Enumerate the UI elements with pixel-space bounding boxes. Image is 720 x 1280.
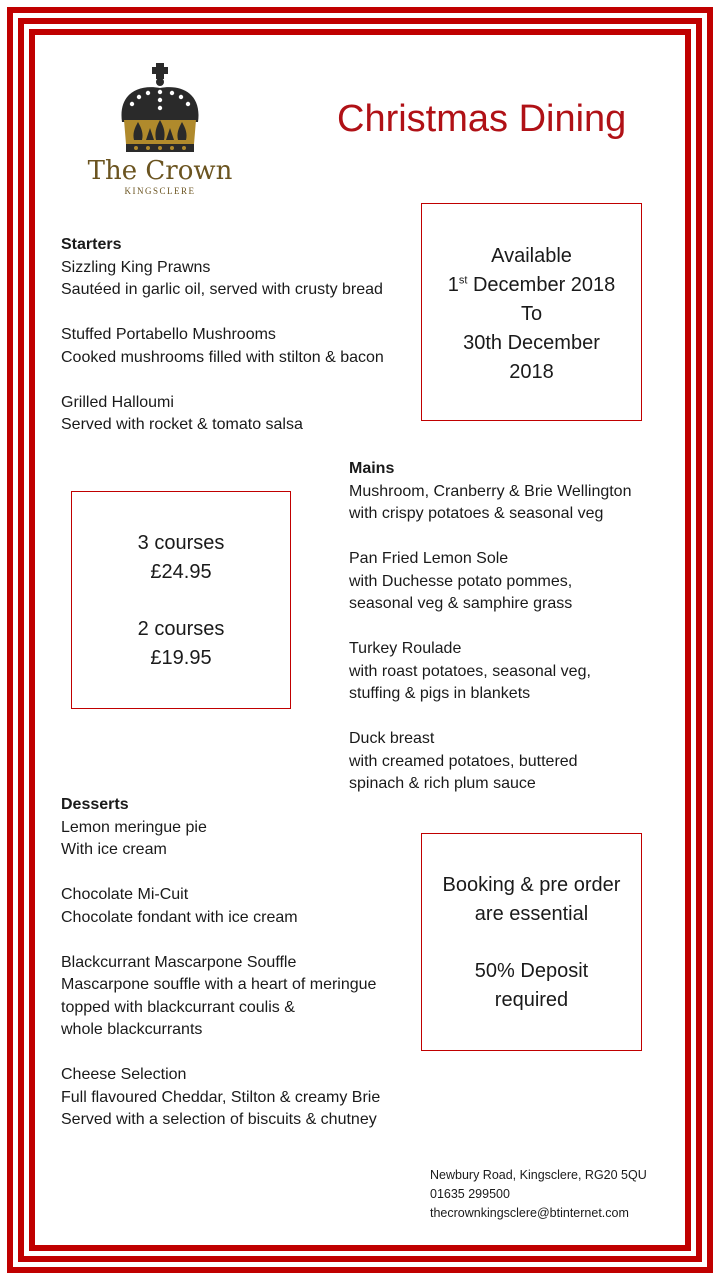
- phone-number: 01635 299500: [430, 1187, 510, 1201]
- start-day-suffix: st: [458, 274, 468, 287]
- item-description: Chocolate fondant with ice cream: [61, 908, 298, 926]
- item-description: with Duchesse potato pommes,: [349, 572, 573, 590]
- menu-item: [349, 728, 669, 796]
- availability-to: To: [520, 303, 543, 325]
- logo-subtitle: KINGSCLERE: [124, 186, 196, 196]
- menu-item: [61, 392, 421, 437]
- email-address: thecrownkingsclere@btinternet.com: [430, 1206, 629, 1220]
- item-name: Duck breast: [349, 730, 435, 747]
- booking-box: [421, 833, 642, 1051]
- booking-line-2: are essential: [474, 903, 589, 925]
- crown-icon: [112, 60, 208, 156]
- item-name: Stuffed Portabello Mushrooms: [61, 326, 276, 343]
- menu-item: [349, 481, 669, 526]
- mains-heading: Mains: [349, 460, 395, 477]
- item-description: with roast potatoes, seasonal veg,: [349, 662, 591, 680]
- availability-start: [422, 271, 641, 300]
- availability-box: [421, 203, 642, 421]
- item-name: Pan Fried Lemon Sole: [349, 550, 509, 567]
- contact-footer: [430, 1166, 647, 1223]
- address: Newbury Road, Kingsclere, RG20 5QU: [430, 1168, 647, 1182]
- menu-item: [349, 548, 669, 616]
- item-name: Grilled Halloumi: [61, 393, 174, 411]
- two-course-price: £19.95: [150, 647, 212, 669]
- item-name: Turkey Roulade: [349, 640, 462, 657]
- item-name: Mushroom, Cranberry & Brie Wellington: [349, 482, 632, 500]
- availability-label: Available: [491, 245, 572, 267]
- item-description: seasonal veg & samphire grass: [349, 595, 573, 612]
- item-name: Sizzling King Prawns: [61, 258, 211, 276]
- deposit-line-2: required: [494, 989, 569, 1011]
- mains-section: [349, 458, 669, 796]
- menu-item: [349, 638, 669, 706]
- menu-item: [61, 1064, 421, 1132]
- item-description: Sautéed in garlic oil, served with crusty bread: [61, 281, 383, 298]
- item-name: Lemon meringue pie: [61, 818, 207, 836]
- page-title: Christmas Dining: [337, 98, 627, 140]
- item-description: Full flavoured Cheddar, Stilton & creamy Brie: [61, 1088, 381, 1106]
- availability-end-year: 2018: [509, 361, 554, 383]
- item-description: stuffing & pigs in blankets: [349, 685, 531, 702]
- availability-end: 30th December: [463, 332, 600, 354]
- start-day: 1: [447, 274, 459, 296]
- menu-item: [61, 952, 421, 1042]
- menu-item: [61, 884, 421, 929]
- item-description: spinach & rich plum sauce: [349, 775, 536, 792]
- item-name: Chocolate Mi-Cuit: [61, 886, 189, 903]
- three-course-label: 3 courses: [137, 532, 225, 554]
- two-course-label: 2 courses: [137, 618, 225, 640]
- desserts-heading: Desserts: [61, 796, 129, 813]
- start-month-year: December 2018: [472, 274, 616, 296]
- item-description: Served with a selection of biscuits & chutney: [61, 1111, 377, 1128]
- deposit-line-1: 50% Deposit: [474, 960, 589, 982]
- menu-item: [61, 257, 421, 302]
- desserts-section: [61, 794, 421, 1132]
- item-description: topped with blackcurrant coulis &: [61, 998, 295, 1016]
- item-description: whole blackcurrants: [61, 1021, 203, 1038]
- starters-section: [61, 234, 421, 437]
- starters-heading: Starters: [61, 236, 122, 253]
- pricing-box: [71, 491, 291, 709]
- item-description: with crispy potatoes & seasonal veg: [349, 505, 604, 522]
- item-name: Cheese Selection: [61, 1066, 187, 1083]
- three-course-price: £24.95: [150, 561, 212, 583]
- logo-name: The Crown: [87, 156, 233, 186]
- the-crown-logo: [80, 60, 240, 205]
- menu-item: [61, 324, 421, 369]
- item-description: Mascarpone souffle with a heart of meringue: [61, 976, 377, 993]
- item-description: Served with rocket & tomato salsa: [61, 416, 303, 433]
- item-description: with creamed potatoes, buttered: [349, 752, 578, 770]
- item-name: Blackcurrant Mascarpone Souffle: [61, 953, 297, 971]
- menu-item: [61, 817, 421, 862]
- item-description: With ice cream: [61, 841, 167, 858]
- booking-line-1: Booking & pre order: [442, 874, 621, 896]
- item-description: Cooked mushrooms filled with stilton & bacon: [61, 348, 384, 366]
